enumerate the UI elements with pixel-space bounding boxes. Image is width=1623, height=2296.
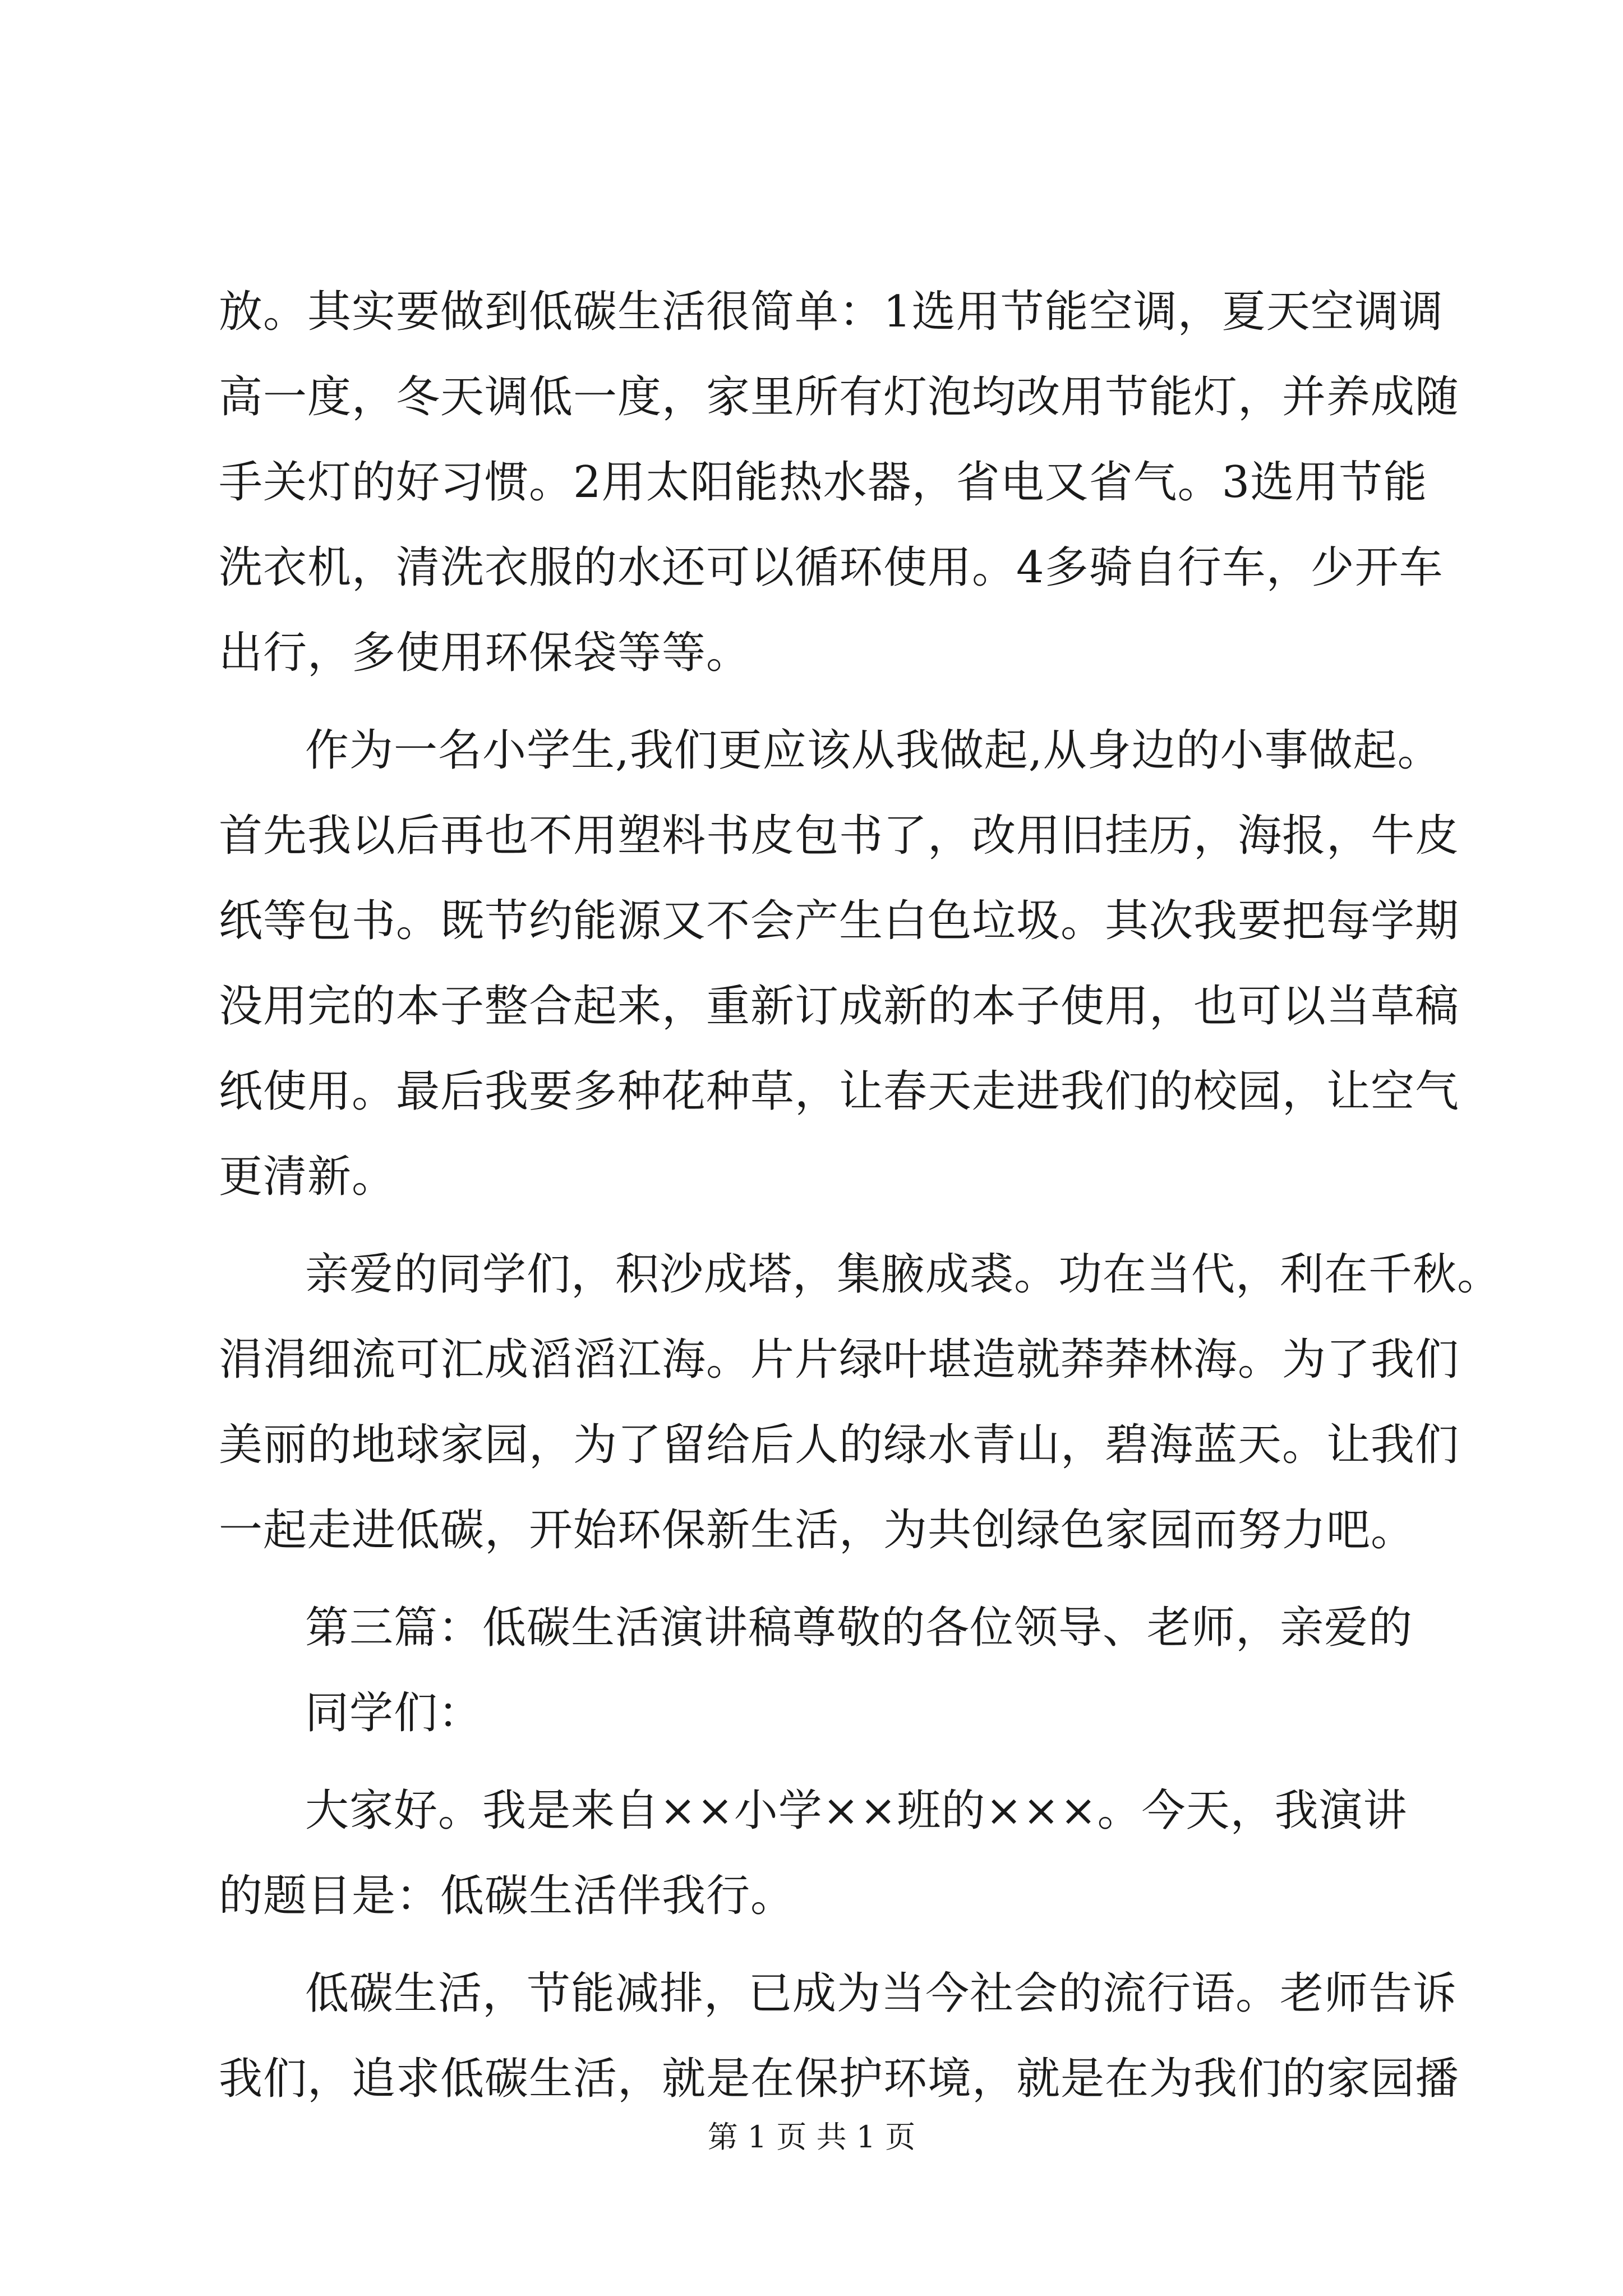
text-line: 纸使用。最后我要多种花种草，让春天走进我们的校园，让空气: [219, 1066, 1460, 1117]
text-line: 高一度，冬天调低一度，家里所有灯泡均改用节能灯，并养成随: [219, 372, 1460, 422]
text-line: 我们，追求低碳生活，就是在保护环境，就是在为我们的家园播: [219, 2054, 1460, 2104]
paragraph: [219, 1951, 1460, 2122]
text-line: 手关灯的好习惯。2用太阳能热水器，省电又省气。3选用节能: [219, 457, 1428, 508]
text-line: 更清新。: [219, 1152, 396, 1202]
text-line: 大家好。我是来自××小学××班的×××。今天，我演讲: [305, 1786, 1408, 1836]
section-heading: [219, 1585, 1419, 1671]
paragraph: [219, 1232, 1502, 1573]
text-line: 低碳生活，节能减排，已成为当今社会的流行语。老师告诉: [305, 1968, 1458, 2019]
text-line: 同学们：: [305, 1688, 483, 1738]
text-line: 第三篇：低碳生活演讲稿尊敬的各位领导、老师，亲爱的: [305, 1603, 1413, 1653]
page-number-label: 第 1 页 共 1 页: [707, 2119, 916, 2155]
document-body: [219, 269, 1502, 2122]
page-footer: [0, 2118, 1623, 2157]
text-line: 涓涓细流可汇成滔滔江海。片片绿叶堪造就莽莽林海。为了我们: [219, 1335, 1460, 1385]
text-line: 纸等包书。既节约能源又不会产生白色垃圾。其次我要把每学期: [219, 896, 1460, 946]
paragraph: [219, 708, 1460, 1220]
text-line: 放。其实要做到低碳生活很简单：1选用节能空调，夏天空调调: [219, 287, 1444, 337]
paragraph: [219, 1768, 1419, 1939]
text-line: 首先我以后再也不用塑料书皮包书了，改用旧挂历，海报，牛皮: [219, 811, 1460, 861]
text-line: 洗衣机，清洗衣服的水还可以循环使用。4多骑自行车，少开车: [219, 542, 1444, 593]
text-line: 一起走进低碳，开始环保新生活，为共创绿色家园而努力吧。: [219, 1505, 1415, 1556]
text-line: 作为一名小学生,我们更应该从我做起,从身边的小事做起。: [305, 725, 1442, 776]
paragraph: [219, 269, 1460, 696]
text-line: 的题目是：低碳生活伴我行。: [219, 1871, 795, 1921]
text-line: 没用完的本子整合起来，重新订成新的本子使用，也可以当草稿: [219, 981, 1460, 1032]
text-line: 美丽的地球家园，为了留给后人的绿水青山，碧海蓝天。让我们: [219, 1420, 1460, 1470]
text-line: 出行，多使用环保袋等等。: [219, 628, 751, 678]
text-line: 亲爱的同学们，积沙成塔，集腋成裘。功在当代，利在千秋。: [305, 1249, 1502, 1300]
paragraph: [219, 1671, 1419, 1756]
